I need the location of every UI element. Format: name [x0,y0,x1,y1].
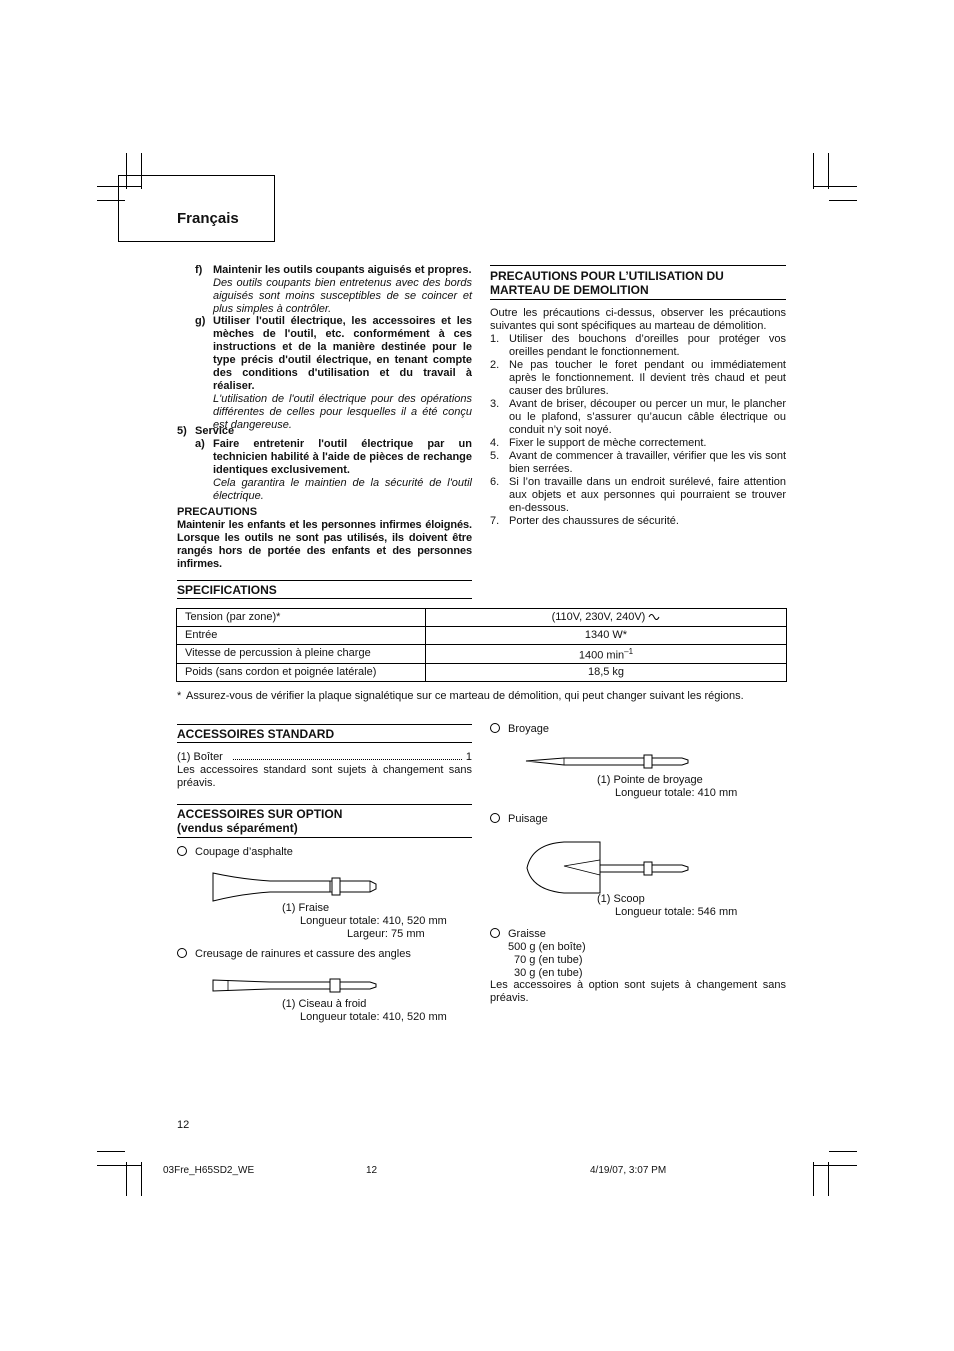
std-accessory-qty: 1 [465,751,472,763]
crop-mark [829,1151,857,1152]
spec-label: Entrée [177,627,426,645]
precautions-text: Maintenir les enfants et les personnes infirmes éloignés. Lorsque les outils ne sont pas utilisés, ils doivent être rangés hors de portée des enfants et des personnes infirmes. [177,519,472,570]
item-g-text: L'utilisation de l'outil électrique pour des opérations différentes de celles pour lesquelles il a été conçu est dangereuse. [213,393,472,431]
circle-bullet-icon [490,813,500,823]
crop-mark [813,1162,814,1196]
list-item [490,359,786,398]
item-number: 2. [490,359,500,371]
item-g-title: Utiliser l'outil électrique, les accessoires et les mèches de l'outil, etc. conformément à ces instructions et de la manière destinée pour le type précis d'outil électrique, en tenant compte des conditions d'utilisation et du travail à réaliser. [213,315,472,392]
spec-label: Vitesse de percussion à pleine charge [177,645,426,664]
crop-mark [97,1151,125,1152]
dot-leader [233,759,462,760]
table-row [177,609,787,627]
list-item [490,515,786,528]
footer-date: 4/19/07, 3:07 PM [590,1165,667,1176]
scoop-drawing [524,838,694,896]
item-number: 6. [490,476,500,488]
crop-mark [97,1165,141,1166]
groove-name: (1) Ciseau à froid [282,998,367,1010]
crop-mark [141,1162,142,1196]
dig-name: (1) Scoop [597,893,645,905]
dig-label: Puisage [508,813,548,825]
crush-length: Longueur totale: 410 mm [615,787,738,799]
spec-value: (110V, 230V, 240V) [551,611,646,623]
item-text: Avant de commencer à travailler, vérifier que les vis sont bien serrées. [509,450,786,475]
asphalt-cutter-bit-drawing [210,870,380,904]
item-text: Avant de briser, découper ou percer un mur, le plancher ou le plafond, s’assurer qu’aucun câble électrique ou conduit n’y soit noyé. [509,398,786,436]
std-accessory-label: (1) Boîter [177,751,223,763]
item-f-label: f) [195,264,203,276]
item-text: Ne pas toucher le foret pendant ou immédiatement après le fonctionnement. Il devient très chaud et peut causer des brûlures. [509,359,786,397]
rule [177,804,472,805]
hammer-precautions-intro: Outre les précautions ci-dessus, observer les précautions suivantes qui sont spécifiques au marteau de démolition. [490,307,786,332]
specs-footnote: Assurez-vous de vérifier la plaque signalétique sur ce marteau de démolition, qui peut changer suivant les régions. [186,690,744,702]
rule [177,580,472,581]
item-text: Porter des chaussures de sécurité. [509,515,679,527]
crush-option [490,723,549,736]
page-number: 12 [177,1119,190,1131]
spec-value-cell [426,645,787,664]
dig-option [490,813,548,826]
std-accessory-item [177,751,472,764]
spec-value-sup: –1 [624,647,634,656]
cold-chisel-drawing [210,974,380,996]
asphalt-label: Coupage d’asphalte [195,846,293,858]
rule [490,265,786,266]
item-number: 4. [490,437,500,449]
std-accessories-note: Les accessoires standard sont sujets à changement sans préavis. [177,764,472,789]
language-title: Français [177,210,239,227]
list-item [490,476,786,515]
asphalt-length: Longueur totale: 410, 520 mm [300,915,447,927]
table-row [177,627,787,645]
item-a-title: Faire entretenir l'outil électrique par un technicien habilité à l'aide de pièces de rechange identiques exclusivement. [213,438,472,476]
list-item [490,398,786,437]
item-text: Fixer le support de mèche correctement. [509,437,707,449]
asphalt-width: Largeur: 75 mm [347,928,425,940]
item-number: 1. [490,333,500,345]
spec-value: 1400 min [578,649,625,662]
spec-label: Tension (par zone)* [177,609,426,627]
hammer-precautions-title: PRECAUTIONS POUR L’UTILISATION DU MARTEAU DE DEMOLITION [490,269,724,297]
list-item [490,333,786,359]
precautions-title: PRECAUTIONS [177,506,258,518]
circle-bullet-icon [490,723,500,733]
item-number: 7. [490,515,500,527]
opt-accessories-title-line2: (vendus séparément) [177,821,298,835]
spec-value: 1340 W* [426,627,787,645]
grease-qty-1: 500 g (en boîte) [508,941,586,953]
item-g [213,315,472,432]
ac-wave-icon [648,612,660,622]
groove-length: Longueur totale: 410, 520 mm [300,1011,447,1023]
grease-option [490,928,546,941]
list-item [490,437,786,450]
grease-qty-3: 30 g (en tube) [514,967,583,979]
specifications-table [176,608,787,682]
spec-label: Poids (sans cordon et poignée latérale) [177,663,426,681]
crush-label: Broyage [508,723,549,735]
footer-file: 03Fre_H65SD2_WE [163,1165,255,1176]
grease-qty-2: 70 g (en tube) [514,954,583,966]
rule [177,598,472,599]
dig-length: Longueur totale: 546 mm [615,906,738,918]
circle-bullet-icon [177,948,187,958]
item-text: Si l’on travaille dans un endroit surélevé, faire attention aux objets et aux personnes qui pourraient se trouver en-dessous. [509,476,786,514]
crush-name: (1) Pointe de broyage [597,774,703,786]
std-accessories-title: ACCESSOIRES STANDARD [177,727,335,741]
crop-mark [828,153,829,189]
item-number: 5. [490,450,500,462]
service-title: Service [195,425,235,437]
asphalt-name: (1) Fraise [282,902,330,914]
crop-mark [126,1162,127,1196]
item-text: Utiliser des bouchons d’oreilles pour protéger vos oreilles pendant le fonctionnement. [509,333,786,358]
item-f-title: Maintenir les outils coupants aiguisés et propres. [213,264,472,276]
spec-value: 18,5 kg [426,663,787,681]
item-g-label: g) [195,315,206,327]
rule [177,742,472,743]
crop-mark [813,1165,857,1166]
crop-mark [813,186,857,187]
bull-point-drawing [524,750,694,772]
language-header [118,175,275,242]
service-label: 5) [177,425,187,437]
crop-mark [813,153,814,189]
item-a-text: Cela garantira le maintien de la sécurité de l'outil électrique. [213,477,472,502]
footer-page: 12 [366,1165,378,1176]
opt-accessories-title [177,807,342,835]
circle-bullet-icon [177,846,187,856]
grease-label: Graisse [508,928,546,940]
rule [490,299,786,300]
item-a [213,438,472,503]
table-row [177,645,787,664]
list-item [490,450,786,476]
groove-option [177,948,411,961]
item-number: 3. [490,398,500,410]
crop-mark [828,1162,829,1196]
opt-accessories-note: Les accessoires à option sont sujets à changement sans préavis. [490,979,786,1004]
spec-value-cell [426,609,787,627]
asphalt-option [177,846,293,859]
groove-label: Creusage de rainures et cassure des angles [195,948,411,960]
circle-bullet-icon [490,928,500,938]
specifications-title: SPECIFICATIONS [177,583,277,597]
opt-accessories-title-line1: ACCESSOIRES SUR OPTION [177,807,343,821]
item-f [213,264,472,316]
item-f-text: Des outils coupants bien entretenus avec des bords aiguisés sont moins susceptibles de se coincer et plus simples à contrôler. [213,277,472,315]
footnote-star: * [177,690,182,702]
item-a-label: a) [195,438,205,450]
table-row [177,663,787,681]
crop-mark [829,200,857,201]
hammer-precautions-list [490,333,786,528]
rule [177,837,472,838]
rule [177,724,472,725]
